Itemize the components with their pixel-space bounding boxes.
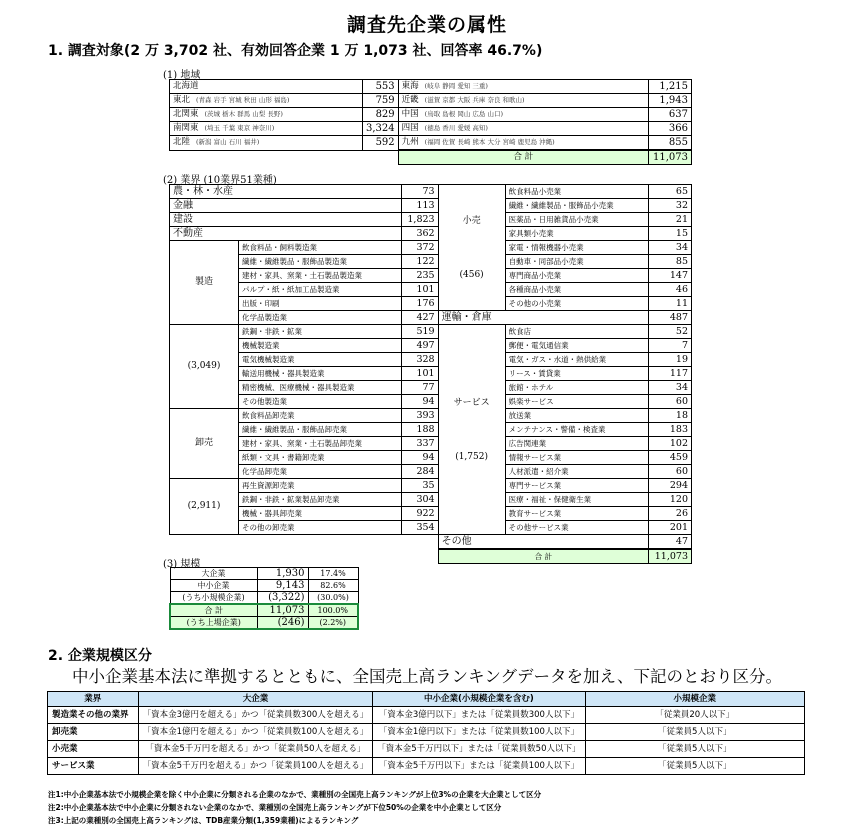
industry-name: その他製造業 — [239, 395, 402, 409]
size-class-row — [48, 724, 805, 741]
industry-name: 化学品卸売業 — [239, 465, 402, 479]
region-name: 北海道 — [173, 81, 199, 91]
wholesale-label: 卸売 — [194, 438, 213, 448]
region-value: 1,215 — [649, 80, 692, 94]
size-class-row — [48, 741, 805, 758]
industry-value: 26 — [649, 507, 692, 521]
industry-value: 19 — [649, 353, 692, 367]
industry-value: 393 — [401, 409, 438, 423]
industry-name: 飲食料品卸売業 — [239, 409, 402, 423]
transport-value: 487 — [649, 311, 692, 325]
industry-value: 102 — [649, 437, 692, 451]
industry-row — [170, 451, 692, 465]
industry-value: 34 — [649, 381, 692, 395]
industry-value: 94 — [401, 451, 438, 465]
region-value: 3,324 — [363, 122, 399, 136]
region-name: 南関東 — [173, 123, 199, 133]
scale-row — [170, 568, 358, 580]
blank-cell — [170, 150, 399, 165]
industry-value: 147 — [649, 269, 692, 283]
industry-row — [170, 535, 692, 550]
wholesale-group-count — [170, 479, 239, 535]
industry-name: 繊維・繊維製品・服飾品製造業 — [239, 255, 402, 269]
region-name: 四国 — [401, 123, 419, 133]
region-prefectures: (鳥取 島根 岡山 広島 山口) — [424, 110, 504, 118]
size-class-row — [48, 758, 805, 775]
industry-name: 精密機械、医療機械・器具製造業 — [239, 381, 402, 395]
industry-name: 広告関連業 — [505, 437, 648, 451]
scale-total-count: 11,073 — [257, 604, 308, 617]
industry-row — [170, 367, 692, 381]
industry-value: 120 — [649, 493, 692, 507]
industry-name: 建設 — [170, 213, 402, 227]
size-class-header: 大企業 — [138, 692, 373, 707]
industry-name: 家具類小売業 — [505, 227, 648, 241]
size-class-criteria: 「資本金5千万円以下」または「従業員100人以下」 — [373, 758, 585, 775]
blank-cell — [170, 549, 439, 564]
industry-value: 354 — [401, 521, 438, 535]
industry-row — [170, 227, 692, 241]
scale-name: 中小企業 — [170, 580, 257, 592]
region-name: 北陸 — [173, 137, 191, 148]
region-row — [170, 122, 692, 136]
industry-row — [170, 297, 692, 311]
industry-name: 専門サービス業 — [505, 479, 648, 493]
region-prefectures: (青森 岩手 宮城 秋田 山形 福島) — [196, 96, 290, 104]
industry-name: 金融 — [170, 199, 402, 213]
scale-listed-row — [170, 617, 358, 630]
region-total-label: 合 計 — [398, 150, 648, 165]
industry-value: 122 — [401, 255, 438, 269]
industry-value: 372 — [401, 241, 438, 255]
industry-value: 34 — [649, 241, 692, 255]
industry-value: 18 — [649, 409, 692, 423]
region-prefectures: (新潟 富山 石川 福井) — [196, 138, 260, 147]
industry-name: 人材派遣・紹介業 — [505, 465, 648, 479]
region-name-cell — [398, 122, 648, 136]
industry-row — [170, 507, 692, 521]
retail-group-label — [438, 185, 505, 311]
industry-value: 176 — [401, 297, 438, 311]
scale-total-row — [170, 604, 358, 617]
industry-name: 医療・福祉・保健衛生業 — [505, 493, 648, 507]
industry-value: 21 — [649, 213, 692, 227]
region-name-cell — [170, 108, 363, 122]
industry-value: 183 — [649, 423, 692, 437]
industry-value: 60 — [649, 465, 692, 479]
industry-name: 化学品製造業 — [239, 311, 402, 325]
industry-row — [170, 437, 692, 451]
region-value: 759 — [363, 94, 399, 108]
other-name: その他 — [438, 535, 648, 550]
region-name: 東海 — [401, 81, 419, 91]
industry-total-label: 合 計 — [438, 549, 648, 564]
industry-name: その他の小売業 — [505, 297, 648, 311]
region-name-cell — [398, 94, 648, 108]
size-class-criteria: 「資本金3億円を超える」かつ「従業員数300人を超える」 — [138, 707, 373, 724]
industry-value: 304 — [401, 493, 438, 507]
region-value: 553 — [363, 80, 399, 94]
industry-name: メンテナンス・警備・検査業 — [505, 423, 648, 437]
size-class-category: 卸売業 — [48, 724, 139, 741]
industry-name: 医薬品・日用雑貨品小売業 — [505, 213, 648, 227]
industry-value: 101 — [401, 283, 438, 297]
industry-value: 284 — [401, 465, 438, 479]
region-name-cell — [170, 122, 363, 136]
scale-listed-count: (246) — [257, 617, 308, 630]
industry-name: 教育サービス業 — [505, 507, 648, 521]
scale-count: (3,322) — [257, 592, 308, 605]
region-total-row — [170, 150, 692, 165]
industry-name: 輸送用機械・器具製造業 — [239, 367, 402, 381]
industry-name: リース・賃貸業 — [505, 367, 648, 381]
region-name-cell — [398, 108, 648, 122]
industry-value: 52 — [649, 325, 692, 339]
industry-value: 113 — [401, 199, 438, 213]
industry-row — [170, 395, 692, 409]
industry-row — [170, 269, 692, 283]
industry-name: 放送業 — [505, 409, 648, 423]
industry-value: 77 — [401, 381, 438, 395]
size-class-header: 中小企業(小規模企業を含む) — [373, 692, 585, 707]
industry-value: 459 — [649, 451, 692, 465]
region-prefectures: (茨城 栃木 群馬 山梨 長野) — [204, 110, 283, 118]
size-class-header-row — [48, 692, 805, 707]
industry-name: 鉄鋼・非鉄・鉱業 — [239, 325, 402, 339]
manufacturing-count: (3,049) — [187, 361, 221, 371]
region-prefectures: (滋賀 京都 大阪 兵庫 奈良 和歌山) — [424, 96, 525, 104]
size-class-criteria: 「資本金5千万円以下」または「従業員数50人以下」 — [373, 741, 585, 758]
scale-label: (3) 規模 — [163, 559, 201, 570]
size-class-criteria: 「資本金3億円以下」または「従業員数300人以下」 — [373, 707, 585, 724]
industry-name: 電気機械製造業 — [239, 353, 402, 367]
industry-row — [170, 213, 692, 227]
industry-row — [170, 381, 692, 395]
scale-total-name: 合 計 — [170, 604, 257, 617]
industry-name: 飲食料品小売業 — [505, 185, 648, 199]
industry-row — [170, 521, 692, 535]
industry-value: 519 — [401, 325, 438, 339]
industry-value: 65 — [649, 185, 692, 199]
industry-row — [170, 339, 692, 353]
scale-row — [170, 592, 358, 605]
region-name-cell — [170, 136, 363, 151]
industry-row — [170, 255, 692, 269]
industry-label: (2) 業界 (10業界51業種) — [163, 175, 277, 186]
other-value: 47 — [649, 535, 692, 550]
size-class-table — [47, 691, 805, 775]
region-name: 東北 — [173, 95, 191, 105]
region-value: 366 — [649, 122, 692, 136]
industry-name: 繊維・繊維製品・服飾品小売業 — [505, 199, 648, 213]
manufacturing-group-count — [170, 325, 239, 409]
size-class-criteria: 「資本金5千万円を超える」かつ「従業員100人を超える」 — [138, 758, 373, 775]
industry-name: 専門商品小売業 — [505, 269, 648, 283]
industry-name: 不動産 — [170, 227, 402, 241]
scale-pct: 82.6% — [308, 580, 358, 592]
industry-name: 情報サービス業 — [505, 451, 648, 465]
scale-table — [169, 567, 359, 630]
region-name: 近畿 — [401, 95, 419, 105]
industry-name: 建材・家具、窯業・土石製品製造業 — [239, 269, 402, 283]
industry-value: 328 — [401, 353, 438, 367]
industry-name: 機械製造業 — [239, 339, 402, 353]
size-class-category: 製造業その他の業界 — [48, 707, 139, 724]
retail-count: (456) — [459, 269, 484, 280]
region-name: 九州 — [401, 137, 419, 147]
blank-cell — [170, 535, 439, 550]
services-group-label — [438, 325, 505, 535]
industry-value: 73 — [401, 185, 438, 199]
size-class-header: 小規模企業 — [585, 692, 805, 707]
industry-value: 35 — [401, 479, 438, 493]
industry-name: 出版・印刷 — [239, 297, 402, 311]
size-class-criteria: 「資本金1億円以下」または「従業員数100人以下」 — [373, 724, 585, 741]
industry-value: 60 — [649, 395, 692, 409]
scale-row — [170, 580, 358, 592]
scale-listed-pct: (2.2%) — [308, 617, 358, 630]
size-class-criteria: 「資本金1億円を超える」かつ「従業員数100人を超える」 — [138, 724, 373, 741]
industry-name: 旅館・ホテル — [505, 381, 648, 395]
region-value: 592 — [363, 136, 399, 151]
industry-value: 117 — [649, 367, 692, 381]
industry-row — [170, 465, 692, 479]
industry-name: その他サービス業 — [505, 521, 648, 535]
industry-name: 自動車・同部品小売業 — [505, 255, 648, 269]
industry-name: 各種商品小売業 — [505, 283, 648, 297]
region-row — [170, 108, 692, 122]
region-prefectures: (埼玉 千葉 東京 神奈川) — [204, 124, 275, 132]
industry-row — [170, 549, 692, 564]
note-1: 注1:中小企業基本法で小規模企業を除く中小企業に分類される企業のなかで、業種別の全国売上高ランキングが上位3%の企業を大企業として区分 — [48, 790, 542, 799]
region-name-cell — [170, 80, 363, 94]
region-label: (1) 地域 — [163, 70, 201, 81]
industry-name: 娯楽サービス — [505, 395, 648, 409]
industry-value: 11 — [649, 297, 692, 311]
region-value: 1,943 — [649, 94, 692, 108]
industry-name: 郵便・電気通信業 — [505, 339, 648, 353]
industry-name: 家電・情報機器小売業 — [505, 241, 648, 255]
industry-value: 94 — [401, 395, 438, 409]
industry-value: 85 — [649, 255, 692, 269]
wholesale-group-label — [170, 409, 239, 479]
services-count: (1,752) — [455, 451, 488, 462]
industry-name: 紙類・文具・書籍卸売業 — [239, 451, 402, 465]
note-2: 注2:中小企業基本法で中小企業に分類されない企業のなかで、業種別の全国売上高ランキングが下位50%の企業を中小企業として区分 — [48, 803, 502, 812]
industry-value: 294 — [649, 479, 692, 493]
retail-label: 小売 — [462, 215, 481, 226]
industry-row — [170, 283, 692, 297]
industry-row — [170, 353, 692, 367]
region-name-cell — [170, 94, 363, 108]
region-value: 829 — [363, 108, 399, 122]
note-3: 注3:上記の業種別の全国売上高ランキングは、TDB産業分類(1,359業種)によるランキング — [48, 816, 359, 825]
region-prefectures: (岐阜 静岡 愛知 三重) — [424, 82, 488, 90]
industry-name: 飲食料品・飼料製造業 — [239, 241, 402, 255]
industry-value: 362 — [401, 227, 438, 241]
industry-name: 繊維・繊維製品・服飾品卸売業 — [239, 423, 402, 437]
industry-name: その他の卸売業 — [239, 521, 402, 535]
industry-row — [170, 479, 692, 493]
industry-row — [170, 423, 692, 437]
size-class-category: サービス業 — [48, 758, 139, 775]
region-row — [170, 136, 692, 151]
industry-value: 188 — [401, 423, 438, 437]
page-title: 調査先企業の属性 — [346, 14, 507, 36]
region-table — [169, 79, 692, 165]
industry-name: 農・林・水産 — [170, 185, 402, 199]
region-name-cell — [398, 80, 648, 94]
scale-name: 大企業 — [170, 568, 257, 580]
industry-name: 機械・器具卸売業 — [239, 507, 402, 521]
region-value: 637 — [649, 108, 692, 122]
size-class-criteria: 「従業員20人以下」 — [585, 707, 805, 724]
size-class-criteria: 「従業員5人以下」 — [585, 741, 805, 758]
industry-value: 922 — [401, 507, 438, 521]
industry-value: 32 — [649, 199, 692, 213]
industry-row — [170, 409, 692, 423]
manufacturing-label: 製造 — [194, 277, 213, 287]
industry-name: 電気・ガス・水道・熱供給業 — [505, 353, 648, 367]
section1-heading: 1. 調査対象(2 万 3,702 社、有効回答企業 1 万 1,073 社、回答率 46.7%) — [48, 43, 543, 59]
scale-total-pct: 100.0% — [308, 604, 358, 617]
industry-value: 7 — [649, 339, 692, 353]
industry-value: 337 — [401, 437, 438, 451]
industry-name: 鉄鋼・非鉄・鉱業製品卸売業 — [239, 493, 402, 507]
region-name: 北関東 — [173, 109, 199, 119]
industry-value: 427 — [401, 311, 438, 325]
industry-name: 建材・家具、窯業・土石製品卸売業 — [239, 437, 402, 451]
industry-value: 46 — [649, 283, 692, 297]
scale-count: 9,143 — [257, 580, 308, 592]
manufacturing-group-label — [170, 241, 239, 325]
size-class-criteria: 「従業員5人以下」 — [585, 758, 805, 775]
region-prefectures: (福岡 佐賀 長崎 熊本 大分 宮崎 鹿児島 沖縄) — [424, 138, 555, 146]
services-label: サービス — [453, 397, 490, 408]
size-class-criteria: 「従業員5人以下」 — [585, 724, 805, 741]
industry-value: 1,823 — [401, 213, 438, 227]
industry-value: 497 — [401, 339, 438, 353]
industry-row — [170, 199, 692, 213]
size-class-header: 業界 — [48, 692, 139, 707]
industry-name: 再生資源卸売業 — [239, 479, 402, 493]
size-class-category: 小売業 — [48, 741, 139, 758]
industry-row — [170, 325, 692, 339]
scale-count: 1,930 — [257, 568, 308, 580]
industry-value: 201 — [649, 521, 692, 535]
section2-lead: 中小企業基本法に準拠するとともに、全国売上高ランキングデータを加え、下記のとおり区分。 — [72, 667, 782, 686]
industry-row — [170, 493, 692, 507]
industry-value: 235 — [401, 269, 438, 283]
region-row — [170, 94, 692, 108]
industry-table — [169, 184, 692, 564]
scale-pct: 17.4% — [308, 568, 358, 580]
size-class-criteria: 「資本金5千万円を超える」かつ「従業員50人を超える」 — [138, 741, 373, 758]
region-name-cell — [398, 136, 648, 151]
size-class-row — [48, 707, 805, 724]
scale-listed-name: (うち上場企業) — [170, 617, 257, 630]
industry-value: 101 — [401, 367, 438, 381]
wholesale-count: (2,911) — [187, 501, 221, 511]
region-name: 中国 — [401, 109, 419, 119]
industry-row — [170, 185, 692, 199]
region-row — [170, 80, 692, 94]
scale-name: (うち小規模企業) — [170, 592, 257, 605]
industry-value: 15 — [649, 227, 692, 241]
industry-name: 飲食店 — [505, 325, 648, 339]
transport-name: 運輸・倉庫 — [438, 311, 648, 325]
region-total-value: 11,073 — [649, 150, 692, 165]
scale-pct: (30.0%) — [308, 592, 358, 605]
industry-total-value: 11,073 — [649, 549, 692, 564]
industry-row — [170, 311, 692, 325]
industry-name: パルプ・紙・紙加工品製造業 — [239, 283, 402, 297]
section2-heading: 2. 企業規模区分 — [48, 648, 152, 664]
region-prefectures: (徳島 香川 愛媛 高知) — [424, 124, 488, 132]
industry-row — [170, 241, 692, 255]
region-value: 855 — [649, 136, 692, 151]
